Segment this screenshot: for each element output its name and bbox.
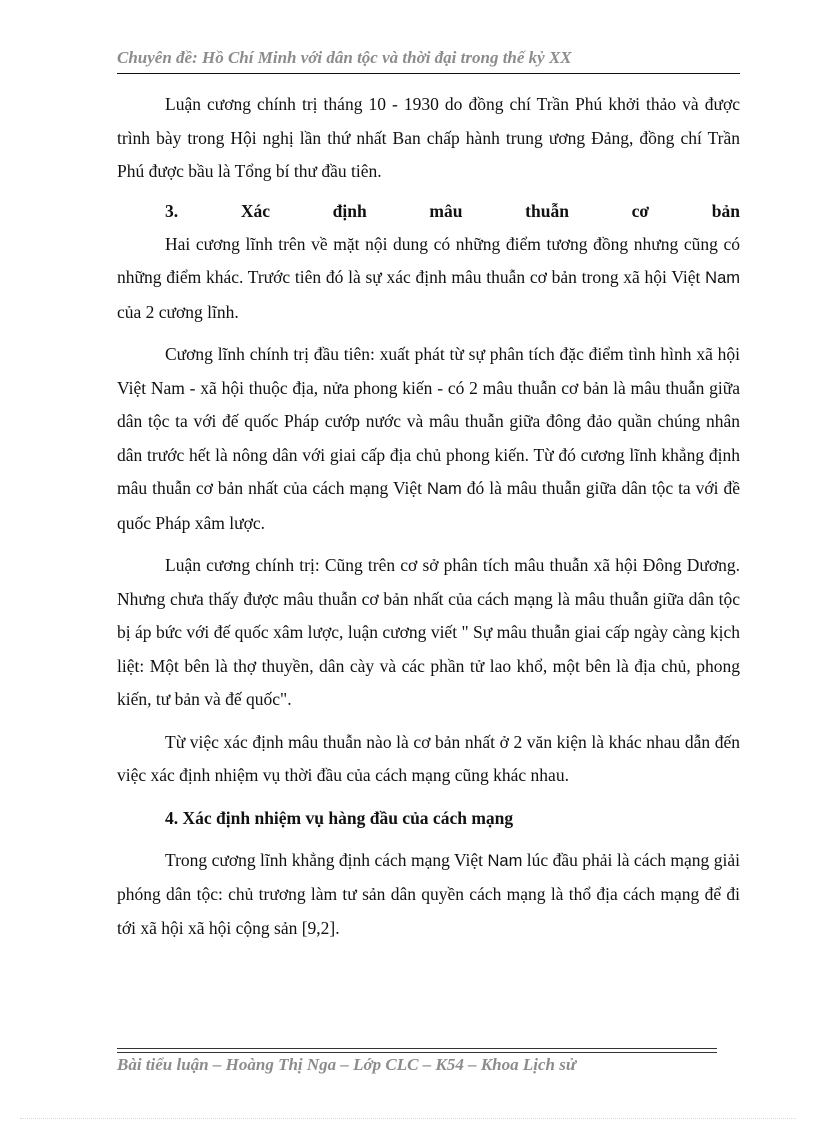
header-rule: [117, 73, 740, 74]
paragraph-6-text-end: lúc đầu phải là cách mạng giải phóng dân tộc: chủ trương làm tư sản dân quyền cách mạng là thổ địa cách mạng để đi tới xã hội xã hội cộng sản [9,2].: [117, 849, 740, 938]
footer-rule-bottom: [117, 1052, 717, 1053]
paragraph-1: Luận cương chính trị tháng 10 - 1930 do đồng chí Trần Phú khởi thảo và được trình bày trong Hội nghị lần thứ nhất Ban chấp hành trung ương Đảng, đồng chí Trần Phú được bầu là Tổng bí thư đầu tiên.: [117, 94, 740, 181]
page-header: Chuyên đề: Hồ Chí Minh với dân tộc và thời đại trong thế kỷ XX: [117, 48, 572, 67]
paragraph-2-text: Hai cương lĩnh trên về mặt nội dung có những điểm tương đồng nhưng cũng có những điểm khác. Trước tiên đó là sự xác định mâu thuẫn cơ bản trong xã hội Việt: [117, 233, 740, 287]
paragraph-2-sans: Nam: [705, 269, 740, 287]
footer-rule-top: [117, 1048, 717, 1049]
paragraph-6-sans: Nam: [487, 851, 523, 870]
page-footer: Bài tiểu luận – Hoàng Thị Nga – Lớp CLC – K54 – Khoa Lịch sử: [117, 1055, 577, 1074]
paragraph-4: Luận cương chính trị: Cũng trên cơ sở phân tích mâu thuẫn xã hội Đông Dương. Nhưng chưa thấy được mâu thuẫn cơ bản nhất của cách mạng là mâu thuẫn giữa dân tộc bị áp bức với đế quốc xâm lược, luận cương viết " Sự mâu thuẫn giai cấp ngày càng kịch liệt: Một bên là thợ thuyền, dân cày và các phần tử lao khổ, một bên là địa chủ, phong kiến, tư bản và đế quốc".: [117, 555, 740, 709]
paragraph-3-text-end: đó là mâu thuẫn giữa dân tộc ta với đề quốc Pháp xâm lược.: [117, 478, 740, 533]
paragraph-2: [117, 228, 740, 330]
heading-3-word: bản: [711, 200, 740, 221]
document-body: [117, 88, 740, 945]
heading-3-word: Xác: [240, 200, 270, 221]
heading-3-word: mâu: [429, 200, 463, 221]
paragraph-3: [117, 338, 740, 540]
paragraph-3-text: Cương lĩnh chính trị đầu tiên: xuất phát từ sự phân tích đặc điểm tình hình xã hội Việt Nam - xã hội thuộc địa, nửa phong kiến - có 2 mâu thuẫn cơ bản là mâu thuẫn giữa dân tộc ta với đế quốc Pháp cướp nước và mâu thuẫn giữa đông đảo quần chúng nhân dân trước hết là nông dân với giai cấp địa chủ phong kiến. Từ đó cương lĩnh khẳng định mâu thuẫn cơ bản nhất của cách mạng Việt: [117, 344, 740, 498]
paragraph-2-text-end: của 2 cương lĩnh.: [117, 301, 239, 322]
paragraph-6-text: Trong cương lĩnh khẳng định cách mạng Việt: [165, 849, 488, 870]
paragraph-6: [117, 844, 740, 946]
page-bottom-dotted-line: [20, 1118, 796, 1119]
heading-3-word: 3.: [165, 200, 179, 221]
paragraph-3-sans: Nam: [426, 480, 462, 498]
paragraph-5: Từ việc xác định mâu thuẫn nào là cơ bản nhất ở 2 văn kiện là khác nhau dẫn đến việc xác định nhiệm vụ thời đầu của cách mạng cũng khác nhau.: [117, 731, 740, 785]
heading-3-word: thuẫn: [525, 200, 569, 221]
heading-3-word: cơ: [631, 200, 650, 221]
heading-3-word: định: [332, 200, 367, 221]
section-heading-4: 4. Xác định nhiệm vụ hàng đầu của cách mạng: [165, 807, 514, 828]
section-heading-3: [117, 195, 740, 228]
